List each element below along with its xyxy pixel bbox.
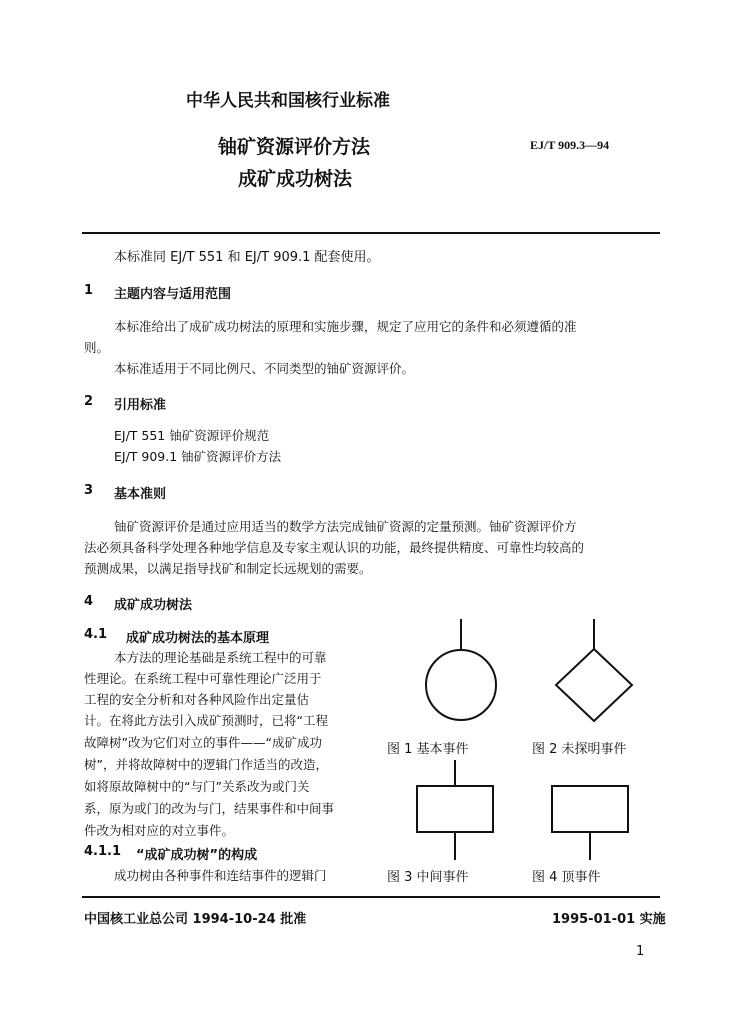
body-line: 故障树”改为它们对立的事件——“成矿成功 — [84, 735, 322, 750]
figure-3-caption: 图 3 中间事件 — [387, 870, 469, 885]
reference-2: EJ/T 909.1 铀矿资源评价方法 — [114, 449, 282, 464]
standard-code: EJ/T 909.3—94 — [530, 138, 610, 152]
implementation-text: 1995-01-01 实施 — [552, 912, 666, 927]
intermediate-event-symbol — [417, 760, 493, 860]
approval-text: 中国核工业总公司 1994-10-24 批准 — [84, 912, 307, 927]
section-1-number: 1 — [84, 283, 94, 298]
body-line: 如将原故障树中的“与门”关系改为或门关 — [84, 779, 310, 794]
section-1-para1-line2: 则。 — [84, 340, 110, 355]
figure-1-caption: 图 1 基本事件 — [387, 742, 469, 757]
subsection-4-1-title: 成矿成功树法的基本原理 — [126, 631, 270, 646]
doc-title-line2: 成矿成功树法 — [238, 168, 353, 190]
undeveloped-event-symbol — [556, 619, 632, 721]
section-3-line1: 铀矿资源评价是通过应用适当的数学方法完成铀矿资源的定量预测。铀矿资源评价方 — [114, 519, 577, 534]
header-rule — [82, 232, 660, 234]
subsection-4-1-1-title: “成矿成功树”的构成 — [136, 848, 258, 863]
section-4-number: 4 — [84, 594, 94, 609]
reference-1: EJ/T 551 铀矿资源评价规范 — [114, 428, 270, 443]
page-number: 1 — [636, 944, 645, 959]
body-line: 工程的安全分析和对各种风险作出定量估 — [84, 692, 310, 707]
section-3-line2: 法必须具备科学处理各种地学信息及专家主观认识的功能，最终提供精度、可靠性均较高的 — [84, 540, 585, 555]
subsection-4-1-number: 4.1 — [84, 627, 108, 642]
section-1-para1-line1: 本标准给出了成矿成功树法的原理和实施步骤，规定了应用它的条件和必须遵循的准 — [114, 319, 577, 334]
body-line-last: 成功树由各种事件和连结事件的逻辑门 — [114, 868, 327, 883]
section-2-title: 引用标准 — [114, 398, 167, 413]
subsection-4-1-1-number: 4.1.1 — [84, 844, 122, 859]
body-line: 本方法的理论基础是系统工程中的可靠 — [114, 650, 327, 665]
body-line: 计。在将此方法引入成矿预测时，已将“工程 — [84, 713, 328, 728]
section-4-title: 成矿成功树法 — [114, 598, 193, 613]
body-line: 系，原为或门的改为与门，结果事件和中间事 — [84, 801, 335, 816]
basic-event-symbol — [426, 619, 496, 720]
intro-text: 本标准同 EJ/T 551 和 EJ/T 909.1 配套使用。 — [114, 250, 380, 265]
section-2-number: 2 — [84, 394, 94, 409]
section-1-title: 主题内容与适用范围 — [114, 287, 232, 302]
figure-4-caption: 图 4 顶事件 — [532, 870, 601, 885]
standard-category: 中华人民共和国核行业标准 — [186, 91, 390, 111]
body-line: 件改为相对应的对立事件。 — [84, 823, 235, 838]
section-3-line3: 预测成果，以满足指导找矿和制定长远规划的需要。 — [84, 561, 372, 576]
section-3-title: 基本准则 — [114, 487, 167, 502]
doc-title-line1: 铀矿资源评价方法 — [218, 136, 371, 158]
figures-row-top — [420, 615, 660, 735]
figure-2-caption: 图 2 未探明事件 — [532, 742, 627, 757]
section-1-para2: 本标准适用于不同比例尺、不同类型的铀矿资源评价。 — [114, 361, 415, 376]
top-event-symbol — [552, 786, 628, 860]
figures-row-bottom — [405, 758, 660, 863]
body-line: 树”，并将故障树中的逻辑门作适当的改造， — [84, 757, 328, 772]
footer-rule — [82, 896, 660, 898]
body-line: 性理论。在系统工程中可靠性理论广泛用于 — [84, 671, 322, 686]
section-3-number: 3 — [84, 483, 94, 498]
